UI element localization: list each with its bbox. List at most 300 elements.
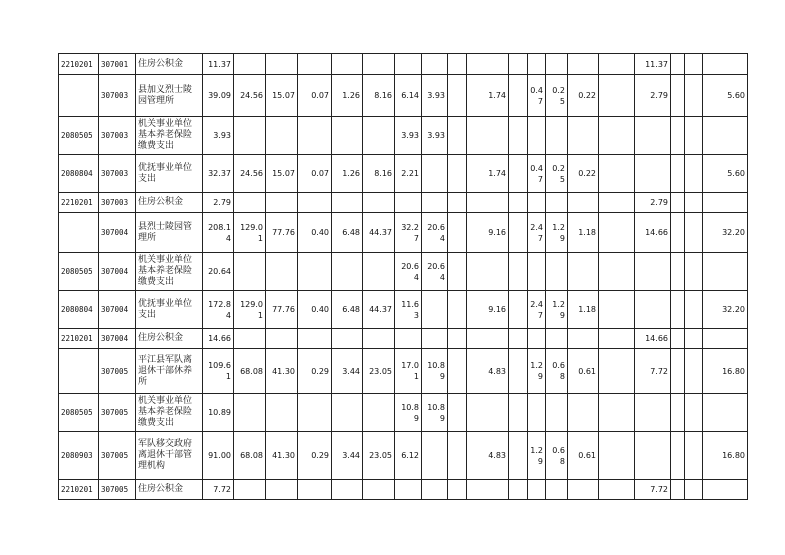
unit-code-cell: 307003	[99, 117, 136, 155]
unit-code-cell: 307001	[99, 54, 136, 75]
amount-cell	[671, 193, 685, 213]
amount-cell	[467, 480, 509, 500]
amount-cell: 44.37	[363, 291, 395, 329]
amount-cell: 1.74	[467, 155, 509, 193]
amount-cell: 3.44	[332, 432, 363, 480]
amount-cell	[448, 213, 467, 253]
amount-cell	[509, 54, 528, 75]
table-row	[59, 213, 748, 253]
amount-cell	[448, 480, 467, 500]
amount-cell	[685, 253, 703, 291]
amount-cell	[234, 394, 266, 432]
amount-cell: 2.47	[528, 213, 546, 253]
amount-cell	[332, 480, 363, 500]
function-code-cell: 2210201	[59, 54, 99, 75]
amount-cell	[509, 155, 528, 193]
amount-cell	[448, 253, 467, 291]
amount-cell	[266, 54, 298, 75]
amount-cell: 20.64	[395, 253, 422, 291]
table-row	[59, 75, 748, 117]
amount-cell: 2.79	[203, 193, 234, 213]
amount-cell	[671, 75, 685, 117]
amount-cell	[671, 329, 685, 349]
amount-cell	[599, 213, 635, 253]
amount-cell: 1.29	[528, 349, 546, 394]
amount-cell: 3.44	[332, 349, 363, 394]
amount-cell: 32.20	[703, 213, 748, 253]
amount-cell	[703, 253, 748, 291]
amount-cell	[422, 155, 448, 193]
amount-cell	[685, 432, 703, 480]
amount-cell	[509, 432, 528, 480]
table-row	[59, 432, 748, 480]
amount-cell	[332, 394, 363, 432]
amount-cell: 6.48	[332, 291, 363, 329]
amount-cell	[363, 253, 395, 291]
amount-cell: 1.18	[568, 213, 599, 253]
amount-cell	[266, 117, 298, 155]
amount-cell	[685, 117, 703, 155]
amount-cell: 4.83	[467, 432, 509, 480]
amount-cell: 10.89	[422, 394, 448, 432]
unit-code-cell: 307004	[99, 213, 136, 253]
table-row	[59, 155, 748, 193]
item-name-cell: 住房公积金	[136, 193, 203, 213]
amount-cell	[546, 54, 568, 75]
amount-cell	[298, 329, 332, 349]
amount-cell	[363, 480, 395, 500]
amount-cell: 129.01	[234, 291, 266, 329]
amount-cell	[599, 394, 635, 432]
unit-code-cell: 307004	[99, 253, 136, 291]
amount-cell: 15.07	[266, 155, 298, 193]
amount-cell	[703, 193, 748, 213]
amount-cell	[509, 253, 528, 291]
item-name-cell: 县烈士陵园管理所	[136, 213, 203, 253]
table-row	[59, 349, 748, 394]
budget-table	[58, 53, 748, 500]
amount-cell	[599, 54, 635, 75]
function-code-cell: 2080804	[59, 155, 99, 193]
amount-cell	[546, 193, 568, 213]
function-code-cell	[59, 75, 99, 117]
amount-cell: 208.14	[203, 213, 234, 253]
amount-cell	[266, 253, 298, 291]
amount-cell	[685, 480, 703, 500]
amount-cell	[467, 54, 509, 75]
amount-cell	[635, 432, 671, 480]
amount-cell: 2.47	[528, 291, 546, 329]
amount-cell	[298, 253, 332, 291]
item-name-cell: 县加义烈士陵园管理所	[136, 75, 203, 117]
amount-cell	[234, 54, 266, 75]
amount-cell	[422, 329, 448, 349]
amount-cell	[528, 253, 546, 291]
amount-cell	[298, 54, 332, 75]
amount-cell	[599, 117, 635, 155]
amount-cell	[546, 480, 568, 500]
amount-cell: 1.74	[467, 75, 509, 117]
amount-cell: 4.83	[467, 349, 509, 394]
amount-cell	[467, 253, 509, 291]
amount-cell: 77.76	[266, 213, 298, 253]
amount-cell	[298, 117, 332, 155]
amount-cell: 6.12	[395, 432, 422, 480]
amount-cell	[599, 155, 635, 193]
function-code-cell	[59, 213, 99, 253]
unit-code-cell: 307004	[99, 291, 136, 329]
amount-cell: 68.08	[234, 349, 266, 394]
amount-cell: 20.64	[422, 213, 448, 253]
item-name-cell: 优抚事业单位支出	[136, 291, 203, 329]
amount-cell: 68.08	[234, 432, 266, 480]
table-row	[59, 117, 748, 155]
amount-cell	[635, 394, 671, 432]
amount-cell: 1.29	[528, 432, 546, 480]
amount-cell	[599, 349, 635, 394]
amount-cell	[703, 480, 748, 500]
unit-code-cell: 307003	[99, 193, 136, 213]
amount-cell	[448, 329, 467, 349]
amount-cell	[685, 329, 703, 349]
amount-cell	[298, 394, 332, 432]
item-name-cell: 住房公积金	[136, 480, 203, 500]
amount-cell: 1.26	[332, 155, 363, 193]
amount-cell	[467, 117, 509, 155]
amount-cell	[234, 253, 266, 291]
amount-cell	[685, 291, 703, 329]
amount-cell: 7.72	[203, 480, 234, 500]
amount-cell: 41.30	[266, 432, 298, 480]
amount-cell: 2.79	[635, 193, 671, 213]
amount-cell	[671, 253, 685, 291]
amount-cell	[332, 117, 363, 155]
amount-cell: 44.37	[363, 213, 395, 253]
amount-cell	[363, 54, 395, 75]
amount-cell: 23.05	[363, 349, 395, 394]
amount-cell	[671, 54, 685, 75]
function-code-cell: 2080505	[59, 253, 99, 291]
amount-cell	[671, 291, 685, 329]
item-name-cell: 住房公积金	[136, 329, 203, 349]
amount-cell	[448, 432, 467, 480]
amount-cell	[234, 329, 266, 349]
amount-cell	[685, 394, 703, 432]
amount-cell: 8.16	[363, 155, 395, 193]
amount-cell: 14.66	[203, 329, 234, 349]
amount-cell: 9.16	[467, 213, 509, 253]
amount-cell	[568, 193, 599, 213]
table-row	[59, 54, 748, 75]
amount-cell	[448, 75, 467, 117]
amount-cell: 6.14	[395, 75, 422, 117]
amount-cell: 0.07	[298, 75, 332, 117]
amount-cell	[635, 155, 671, 193]
amount-cell	[528, 329, 546, 349]
amount-cell: 17.01	[395, 349, 422, 394]
amount-cell	[266, 329, 298, 349]
unit-code-cell: 307003	[99, 75, 136, 117]
function-code-cell: 2210201	[59, 193, 99, 213]
amount-cell	[332, 253, 363, 291]
amount-cell: 0.07	[298, 155, 332, 193]
amount-cell	[568, 253, 599, 291]
function-code-cell: 2080903	[59, 432, 99, 480]
amount-cell	[332, 193, 363, 213]
amount-cell: 20.64	[203, 253, 234, 291]
amount-cell	[703, 54, 748, 75]
unit-code-cell: 307005	[99, 349, 136, 394]
amount-cell: 32.27	[395, 213, 422, 253]
function-code-cell: 2080505	[59, 117, 99, 155]
amount-cell	[685, 193, 703, 213]
item-name-cell: 平江县军队离退休干部休养所	[136, 349, 203, 394]
amount-cell	[546, 394, 568, 432]
amount-cell	[395, 480, 422, 500]
amount-cell	[234, 117, 266, 155]
amount-cell: 91.00	[203, 432, 234, 480]
amount-cell	[395, 193, 422, 213]
amount-cell	[467, 329, 509, 349]
amount-cell: 23.05	[363, 432, 395, 480]
amount-cell	[422, 54, 448, 75]
amount-cell: 1.26	[332, 75, 363, 117]
amount-cell	[546, 117, 568, 155]
amount-cell	[599, 291, 635, 329]
amount-cell	[509, 349, 528, 394]
amount-cell	[332, 54, 363, 75]
amount-cell: 1.29	[546, 291, 568, 329]
table-row	[59, 291, 748, 329]
amount-cell	[568, 329, 599, 349]
amount-cell: 2.79	[635, 75, 671, 117]
amount-cell: 11.63	[395, 291, 422, 329]
function-code-cell: 2080804	[59, 291, 99, 329]
amount-cell	[509, 117, 528, 155]
amount-cell	[448, 394, 467, 432]
amount-cell: 0.47	[528, 75, 546, 117]
amount-cell: 5.60	[703, 75, 748, 117]
amount-cell	[448, 155, 467, 193]
amount-cell: 8.16	[363, 75, 395, 117]
amount-cell: 0.61	[568, 349, 599, 394]
amount-cell: 9.16	[467, 291, 509, 329]
amount-cell	[703, 329, 748, 349]
function-code-cell: 2210201	[59, 480, 99, 500]
amount-cell	[685, 75, 703, 117]
amount-cell	[363, 193, 395, 213]
amount-cell: 3.93	[203, 117, 234, 155]
amount-cell	[635, 253, 671, 291]
amount-cell	[467, 193, 509, 213]
amount-cell	[448, 54, 467, 75]
amount-cell	[266, 480, 298, 500]
amount-cell	[509, 291, 528, 329]
amount-cell: 0.61	[568, 432, 599, 480]
amount-cell	[568, 394, 599, 432]
amount-cell	[422, 291, 448, 329]
item-name-cell: 机关事业单位基本养老保险缴费支出	[136, 253, 203, 291]
amount-cell: 3.93	[422, 75, 448, 117]
unit-code-cell: 307005	[99, 432, 136, 480]
amount-cell: 20.64	[422, 253, 448, 291]
amount-cell: 129.01	[234, 213, 266, 253]
amount-cell	[509, 75, 528, 117]
amount-cell: 10.89	[422, 349, 448, 394]
amount-cell	[363, 117, 395, 155]
amount-cell: 1.29	[546, 213, 568, 253]
amount-cell: 0.68	[546, 432, 568, 480]
amount-cell: 0.22	[568, 155, 599, 193]
amount-cell: 0.25	[546, 75, 568, 117]
table-row	[59, 329, 748, 349]
amount-cell	[671, 155, 685, 193]
amount-cell: 6.48	[332, 213, 363, 253]
amount-cell	[509, 193, 528, 213]
amount-cell	[546, 329, 568, 349]
amount-cell	[528, 54, 546, 75]
amount-cell: 3.93	[422, 117, 448, 155]
table-row	[59, 480, 748, 500]
amount-cell	[448, 193, 467, 213]
amount-cell	[685, 349, 703, 394]
amount-cell	[528, 193, 546, 213]
item-name-cell: 军队移交政府离退休干部管理机构	[136, 432, 203, 480]
amount-cell	[635, 117, 671, 155]
amount-cell	[568, 117, 599, 155]
amount-cell: 32.20	[703, 291, 748, 329]
amount-cell: 0.47	[528, 155, 546, 193]
amount-cell: 16.80	[703, 349, 748, 394]
amount-cell	[528, 394, 546, 432]
amount-cell	[509, 329, 528, 349]
amount-cell: 3.93	[395, 117, 422, 155]
amount-cell	[599, 253, 635, 291]
function-code-cell: 2210201	[59, 329, 99, 349]
amount-cell: 0.40	[298, 213, 332, 253]
amount-cell	[266, 193, 298, 213]
amount-cell	[599, 75, 635, 117]
unit-code-cell: 307004	[99, 329, 136, 349]
amount-cell	[685, 213, 703, 253]
unit-code-cell: 307005	[99, 394, 136, 432]
amount-cell	[599, 480, 635, 500]
amount-cell	[332, 329, 363, 349]
amount-cell: 24.56	[234, 155, 266, 193]
item-name-cell: 机关事业单位基本养老保险缴费支出	[136, 117, 203, 155]
amount-cell	[266, 394, 298, 432]
amount-cell: 7.72	[635, 349, 671, 394]
amount-cell	[298, 480, 332, 500]
amount-cell: 1.18	[568, 291, 599, 329]
amount-cell	[395, 54, 422, 75]
amount-cell: 77.76	[266, 291, 298, 329]
amount-cell	[599, 193, 635, 213]
amount-cell	[467, 394, 509, 432]
amount-cell	[671, 432, 685, 480]
amount-cell	[363, 329, 395, 349]
amount-cell	[671, 213, 685, 253]
amount-cell: 15.07	[266, 75, 298, 117]
amount-cell	[546, 253, 568, 291]
item-name-cell: 机关事业单位基本养老保险缴费支出	[136, 394, 203, 432]
amount-cell: 2.21	[395, 155, 422, 193]
table-row	[59, 253, 748, 291]
amount-cell: 11.37	[635, 54, 671, 75]
amount-cell	[671, 349, 685, 394]
unit-code-cell: 307003	[99, 155, 136, 193]
amount-cell: 5.60	[703, 155, 748, 193]
amount-cell	[671, 480, 685, 500]
amount-cell: 172.84	[203, 291, 234, 329]
amount-cell	[448, 349, 467, 394]
amount-cell: 14.66	[635, 213, 671, 253]
amount-cell	[671, 394, 685, 432]
amount-cell	[509, 480, 528, 500]
amount-cell	[422, 480, 448, 500]
amount-cell	[703, 117, 748, 155]
amount-cell	[422, 193, 448, 213]
amount-cell: 24.56	[234, 75, 266, 117]
unit-code-cell: 307005	[99, 480, 136, 500]
amount-cell: 41.30	[266, 349, 298, 394]
amount-cell: 0.22	[568, 75, 599, 117]
amount-cell	[528, 480, 546, 500]
amount-cell	[448, 291, 467, 329]
amount-cell	[234, 193, 266, 213]
amount-cell	[599, 329, 635, 349]
amount-cell	[509, 394, 528, 432]
amount-cell	[568, 480, 599, 500]
amount-cell	[671, 117, 685, 155]
amount-cell	[568, 54, 599, 75]
amount-cell	[685, 155, 703, 193]
item-name-cell: 优抚事业单位支出	[136, 155, 203, 193]
amount-cell: 0.29	[298, 432, 332, 480]
amount-cell: 32.37	[203, 155, 234, 193]
amount-cell: 39.09	[203, 75, 234, 117]
amount-cell: 10.89	[395, 394, 422, 432]
amount-cell: 7.72	[635, 480, 671, 500]
amount-cell: 0.40	[298, 291, 332, 329]
amount-cell	[363, 394, 395, 432]
amount-cell: 11.37	[203, 54, 234, 75]
amount-cell: 109.61	[203, 349, 234, 394]
amount-cell	[509, 213, 528, 253]
amount-cell	[599, 432, 635, 480]
amount-cell: 0.25	[546, 155, 568, 193]
amount-cell	[395, 329, 422, 349]
amount-cell	[685, 54, 703, 75]
function-code-cell	[59, 349, 99, 394]
amount-cell	[703, 394, 748, 432]
amount-cell	[234, 480, 266, 500]
amount-cell	[298, 193, 332, 213]
table-row	[59, 394, 748, 432]
amount-cell	[448, 117, 467, 155]
amount-cell	[528, 117, 546, 155]
amount-cell	[635, 291, 671, 329]
item-name-cell: 住房公积金	[136, 54, 203, 75]
function-code-cell: 2080505	[59, 394, 99, 432]
amount-cell: 16.80	[703, 432, 748, 480]
amount-cell: 0.29	[298, 349, 332, 394]
amount-cell: 14.66	[635, 329, 671, 349]
amount-cell	[422, 432, 448, 480]
amount-cell: 0.68	[546, 349, 568, 394]
amount-cell: 10.89	[203, 394, 234, 432]
table-row	[59, 193, 748, 213]
